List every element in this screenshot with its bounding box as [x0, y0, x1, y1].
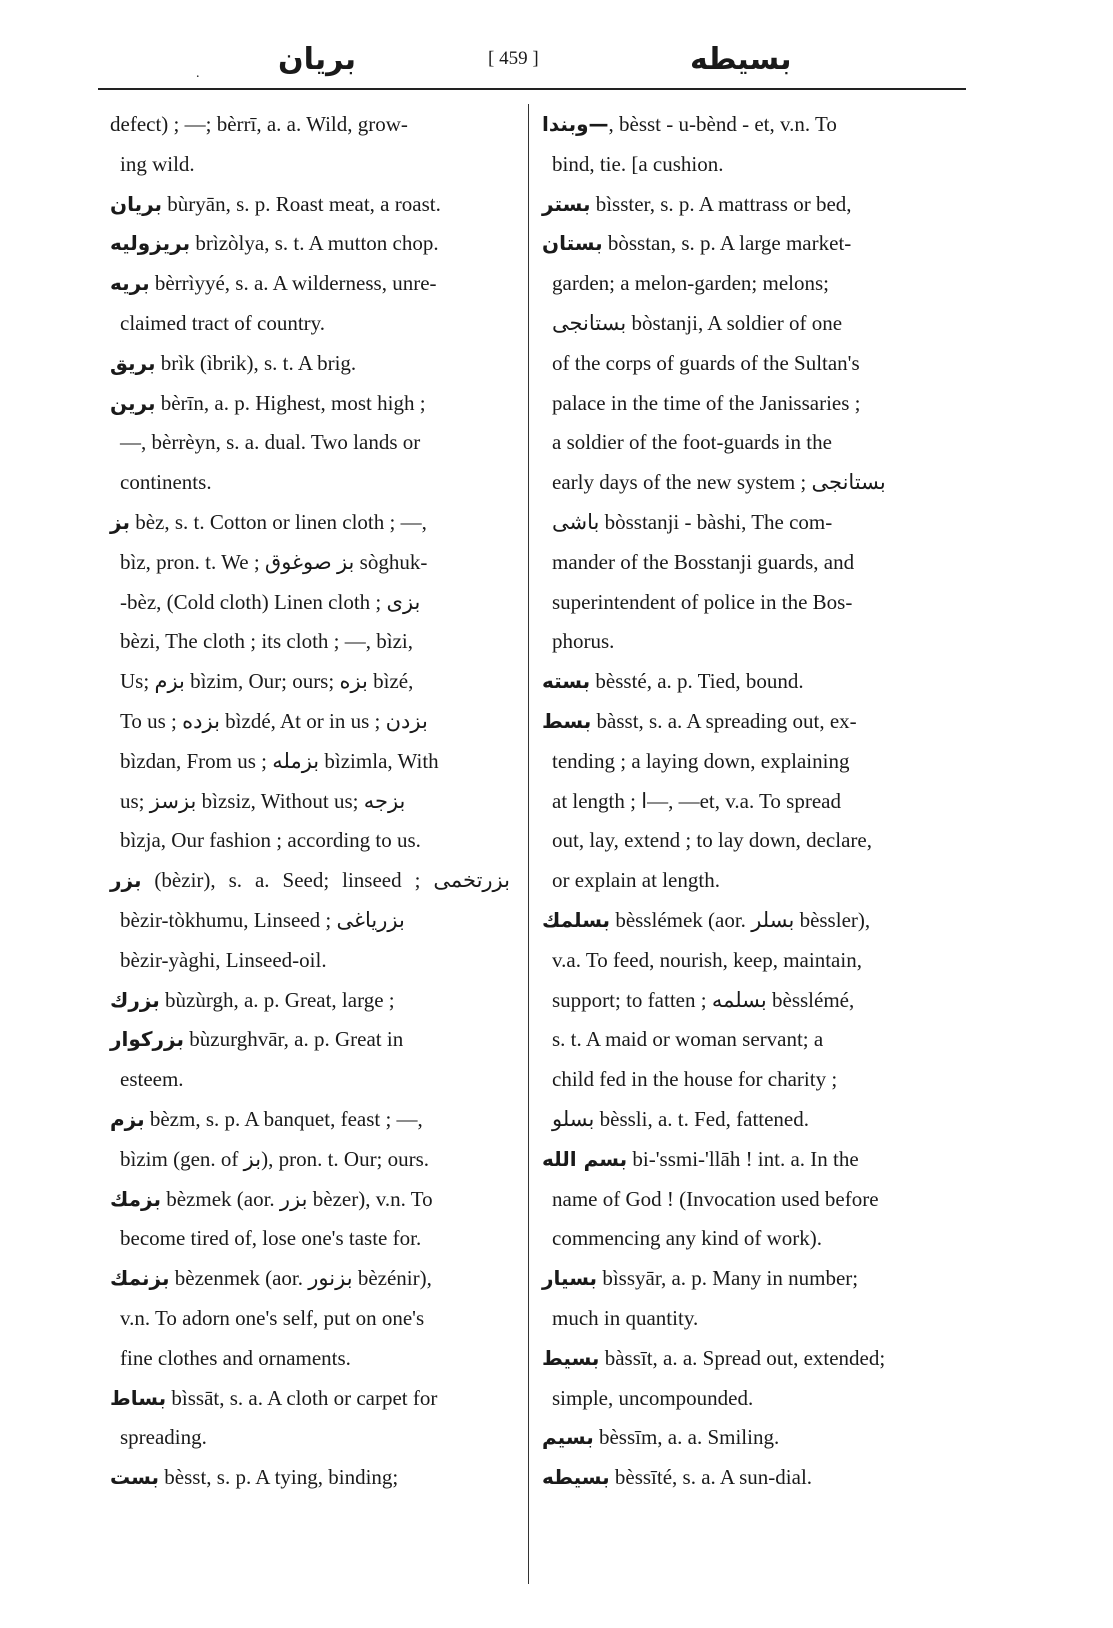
entry-line	[552, 781, 952, 821]
entry-text: palace in the time of the Janissaries ;	[552, 390, 861, 415]
entry-line	[120, 422, 520, 462]
header-left-word: بریان	[278, 42, 357, 77]
entry-line	[542, 223, 942, 263]
column-divider	[528, 104, 529, 1584]
entry-text: garden; a melon-garden; melons;	[552, 271, 829, 296]
arabic-headword: بسیط	[542, 1345, 600, 1370]
arabic-headword: بریزولیه	[110, 231, 191, 256]
entry-line	[542, 1457, 942, 1497]
entry-text: bèzi, The cloth ; its cloth ; —, bìzi,	[120, 629, 413, 654]
entry-text: bìz, pron. t. We ; بز صوغوق sòghuk-	[120, 549, 428, 574]
entry-line	[120, 621, 520, 661]
entry-line	[552, 383, 952, 423]
entry-line	[120, 1059, 520, 1099]
entry-text: bìzdan, From us ; بزمله bìzimla, With	[120, 748, 439, 773]
entry-line	[120, 1218, 520, 1258]
arabic-headword: بسم الله	[542, 1146, 628, 1171]
entry-line	[120, 900, 520, 940]
entry-text: بسلو bèssli, a. t. Fed, fattened.	[552, 1107, 810, 1131]
arabic-headword: بریه	[110, 271, 150, 296]
entry-line	[110, 104, 510, 144]
arabic-headword: بزر	[110, 868, 142, 893]
entry-line	[552, 144, 952, 184]
entry-text: bùzùrgh, a. p. Great, large ;	[159, 987, 395, 1012]
entry-line	[552, 462, 952, 502]
entry-line	[120, 144, 520, 184]
entry-text: tending ; a laying down, explaining	[552, 748, 850, 773]
entry-text: phorus.	[552, 629, 615, 654]
entry-line	[120, 661, 520, 701]
arabic-headword: بست	[110, 1465, 160, 1490]
entry-text: spreading.	[120, 1425, 207, 1450]
entry-line	[542, 184, 942, 224]
entry-line	[552, 980, 952, 1020]
entry-text: commencing any kind of work).	[552, 1226, 823, 1251]
entry-text: bèz, s. t. Cotton or linen cloth ; —,	[129, 510, 427, 534]
entry-line	[552, 1179, 952, 1219]
entry-text: esteem.	[120, 1067, 184, 1092]
entry-line	[120, 820, 520, 860]
entry-text: bàsst, s. a. A spreading out, ex-	[591, 709, 857, 733]
entry-line	[110, 1457, 510, 1497]
entry-text: bèzenmek (aor. بزنور bèzénir),	[169, 1266, 432, 1291]
entry-line	[120, 1417, 520, 1457]
entry-text: بستانجی bòstanji, A soldier of one	[552, 311, 843, 335]
entry-text: fine clothes and ornaments.	[120, 1345, 351, 1370]
entry-line	[542, 1338, 942, 1378]
entry-line	[120, 1139, 520, 1179]
entry-line	[110, 1099, 510, 1139]
arabic-headword: بزركوار	[110, 1027, 185, 1052]
entry-text: Us; بزم bìzim, Our; ours; بزه bìzé,	[120, 669, 414, 694]
entry-line	[552, 502, 952, 542]
entry-line	[552, 422, 952, 462]
header-mark: .	[196, 66, 200, 81]
entry-text: bèsst, s. p. A tying, binding;	[159, 1465, 399, 1490]
entry-text: superintendent of police in the Bos-	[552, 589, 853, 614]
entry-line	[120, 303, 520, 343]
entry-text: bìssāt, s. a. A cloth or carpet for	[166, 1385, 438, 1410]
entry-line	[542, 1139, 942, 1179]
entry-text: a soldier of the foot-guards in the	[552, 430, 832, 455]
entry-line	[110, 860, 510, 900]
entry-line	[120, 701, 520, 741]
entry-text: v.n. To adorn one's self, put on one's	[120, 1306, 425, 1330]
entry-text: bìssyār, a. p. Many in number;	[597, 1266, 859, 1291]
header-rule	[98, 88, 966, 90]
entry-line	[110, 343, 510, 383]
entry-line	[120, 462, 520, 502]
entry-text: mander of the Bosstanji guards, and	[552, 549, 855, 574]
entry-text: bìzja, Our fashion ; according to us.	[120, 828, 421, 853]
entry-text: s. t. A maid or woman servant; a	[552, 1027, 824, 1052]
entry-text: bèzir-tòkhumu, Linseed ; بزریاغی	[120, 908, 405, 932]
entry-text: To us ; بزده bìzdé, At or in us ; بزدن	[120, 709, 428, 733]
entry-text: brìk (ìbrik), s. t. A brig.	[155, 350, 357, 375]
entry-text: باشی bòsstanji - bàshi, The com-	[552, 510, 833, 534]
arabic-headword: بسیم	[542, 1425, 594, 1450]
entry-line	[110, 223, 510, 263]
entry-text: early days of the new system ; بستانجی	[552, 470, 886, 495]
entry-text: bèssté, a. p. Tied, bound.	[590, 669, 804, 694]
arabic-headword: بز	[110, 510, 130, 534]
entry-text: bùryān, s. p. Roast meat, a roast.	[162, 191, 441, 216]
entry-line	[552, 343, 952, 383]
entry-line	[542, 701, 942, 741]
entry-line	[552, 263, 952, 303]
entry-line	[552, 860, 952, 900]
entry-text: bèssīté, s. a. A sun-dial.	[609, 1465, 813, 1490]
entry-text: at length ; ا—, —et, v.a. To spread	[552, 788, 841, 813]
entry-line	[552, 741, 952, 781]
entry-text: —, bèrrèyn, s. a. dual. Two lands or	[120, 430, 421, 455]
header-right-word: بسیطه	[690, 42, 792, 77]
arabic-headword: بسیار	[542, 1266, 598, 1291]
entry-line	[552, 582, 952, 622]
arabic-headword: —وبندا	[542, 112, 609, 136]
entry-line	[552, 1298, 952, 1338]
arabic-headword: بسلمك	[542, 908, 611, 932]
entry-text: claimed tract of country.	[120, 311, 326, 335]
entry-text: bùzurghvār, a. p. Great in	[184, 1027, 404, 1052]
entry-text: v.a. To feed, nourish, keep, maintain,	[552, 947, 862, 972]
entry-line	[110, 1179, 510, 1219]
entry-text: support; to fatten ; بسلمه bèsslémé,	[552, 987, 855, 1012]
entry-line	[110, 1019, 510, 1059]
entry-line	[552, 1378, 952, 1418]
entry-line	[552, 940, 952, 980]
arabic-headword: بزنمك	[110, 1266, 170, 1291]
entry-text: bèzir-yàghi, Linseed-oil.	[120, 947, 327, 972]
arabic-headword: بستان	[542, 231, 603, 256]
entry-text: us; بزسز bìzsiz, Without us; بزجه	[120, 788, 406, 813]
entry-line	[120, 940, 520, 980]
entry-text: bèzm, s. p. A banquet, feast ; —,	[144, 1107, 423, 1131]
entry-text: bèsslémek (aor. بسلر bèssler),	[610, 908, 871, 932]
entry-line	[120, 741, 520, 781]
entry-text: (bèzir), s. a. Seed; linseed ; بزرتخمی	[141, 868, 510, 893]
entry-line	[542, 1258, 942, 1298]
entry-line	[552, 1099, 952, 1139]
entry-text: bèssīm, a. a. Smiling.	[593, 1425, 780, 1450]
entry-text: continents.	[120, 470, 212, 495]
entry-text: become tired of, lose one's taste for.	[120, 1226, 422, 1251]
page-number: [ 459 ]	[488, 48, 539, 69]
arabic-headword: بریان	[110, 191, 163, 216]
entry-line	[110, 263, 510, 303]
entry-line	[120, 1298, 520, 1338]
entry-text: bèrīn, a. p. Highest, most high ;	[155, 390, 426, 415]
entry-line	[542, 1417, 942, 1457]
entry-line	[110, 383, 510, 423]
entry-line	[110, 184, 510, 224]
entry-line	[552, 621, 952, 661]
entry-text: brìzòlya, s. t. A mutton chop.	[190, 231, 439, 256]
entry-line	[120, 1338, 520, 1378]
entry-line	[552, 303, 952, 343]
arabic-headword: بریق	[110, 350, 156, 375]
entry-text: bìzim (gen. of بز), pron. t. Our; ours.	[120, 1146, 430, 1171]
entry-text: bi-'ssmi-'llāh ! int. a. In the	[627, 1146, 859, 1171]
entry-line	[542, 900, 942, 940]
entry-text: bàssīt, a. a. Spread out, extended;	[599, 1345, 886, 1370]
entry-text: , bèsst - u-bènd - et, v.n. To	[608, 112, 837, 136]
entry-text: bèrrìyyé, s. a. A wilderness, unre-	[149, 271, 437, 296]
entry-line	[110, 1378, 510, 1418]
entry-line	[120, 582, 520, 622]
arabic-headword: بستر	[542, 191, 591, 216]
entry-text: bèzmek (aor. بزر bèzer), v.n. To	[160, 1186, 433, 1211]
arabic-headword: برین	[110, 390, 156, 415]
entry-text: -bèz, (Cold cloth) Linen cloth ; بزی	[120, 589, 421, 614]
entry-text: simple, uncompounded.	[552, 1385, 754, 1410]
entry-text: name of God ! (Invocation used before	[552, 1186, 879, 1211]
arabic-headword: بزرك	[110, 987, 160, 1012]
entry-text: out, lay, extend ; to lay down, declare,	[552, 828, 872, 853]
entry-line	[110, 502, 510, 542]
entry-line	[120, 781, 520, 821]
entry-line	[552, 1019, 952, 1059]
entry-line	[552, 542, 952, 582]
entry-line	[552, 1059, 952, 1099]
entry-text: ing wild.	[120, 151, 195, 176]
arabic-headword: بساط	[110, 1385, 167, 1410]
entry-text: much in quantity.	[552, 1306, 699, 1330]
arabic-headword: بسط	[542, 709, 592, 733]
entry-text: defect) ; —; bèrrī, a. a. Wild, grow-	[110, 112, 408, 136]
entry-text: bind, tie. [a cushion.	[552, 151, 724, 176]
entry-line	[552, 820, 952, 860]
entry-line	[120, 542, 520, 582]
entry-text: child fed in the house for charity ;	[552, 1067, 838, 1092]
arabic-headword: بسته	[542, 669, 591, 694]
entry-line	[542, 661, 942, 701]
entry-line	[552, 1218, 952, 1258]
entry-line	[542, 104, 942, 144]
arabic-headword: بزم	[110, 1107, 145, 1131]
entry-text: bòsstan, s. p. A large market-	[602, 231, 852, 256]
entry-text: of the corps of guards of the Sultan's	[552, 350, 860, 375]
entry-line	[110, 980, 510, 1020]
arabic-headword: بسیطه	[542, 1465, 610, 1490]
entry-line	[110, 1258, 510, 1298]
entry-text: or explain at length.	[552, 868, 720, 893]
arabic-headword: بزمك	[110, 1186, 161, 1211]
entry-text: bìsster, s. p. A mattrass or bed,	[590, 191, 852, 216]
